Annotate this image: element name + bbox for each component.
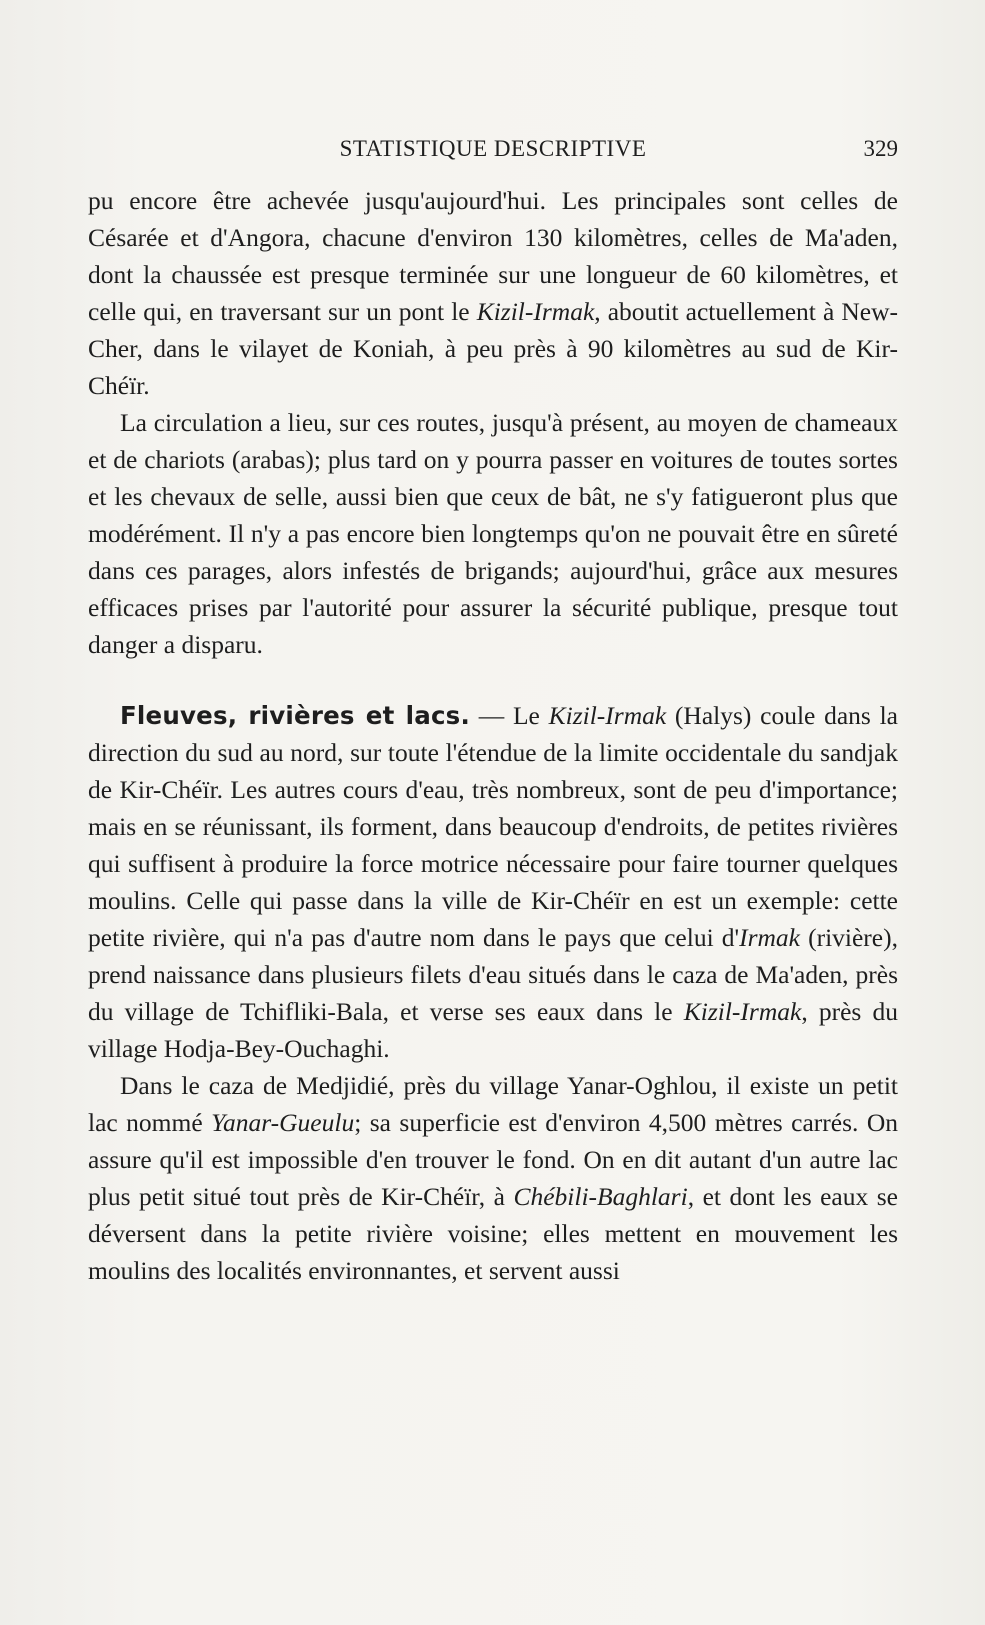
paragraph-text: , près du village Hodja-Bey-Ouchaghi. <box>88 997 898 1063</box>
paragraph-text: , et dont les eaux se déversent dans la petite rivière voisine; elles mettent en mouvement les moulins des localités environnantes, et servent aussi <box>88 1182 898 1285</box>
place-name: Yanar-Gueulu <box>211 1108 355 1137</box>
paragraph-text: Dans le caza de Medjidié, près du village Yanar-Oghlou, il existe un petit lac nommé <box>88 1071 898 1137</box>
paragraph-text: (Halys) coule dans la direction du sud au nord, sur toute l'étendue de la limite occidentale du sandjak de Kir-Chéïr. Les autres cours d'eau, très nombreux, sont de peu d'importance; mais en se réunissant, ils forment, dans beaucoup d'endroits, de petites rivières qui suffisent à produire la force motrice nécessaire pour faire tourner quelques moulins. Celle qui passe dans la ville de Kir-Chéïr en est un exemple: cette petite rivière, qui n'a pas d'autre nom dans le pays que celui d' <box>88 701 898 952</box>
place-name: Chébili-Baghlari <box>513 1182 688 1211</box>
page-number: 329 <box>863 136 898 161</box>
paragraph-lakes <box>88 1067 898 1289</box>
paragraph-text: ; sa superficie est d'environ 4,500 mètres carrés. On assure qu'il est impossible d'en trouver le fond. On en dit autant d'un autre lac plus petit situé tout près de Kir-Chéïr, à <box>88 1108 898 1211</box>
paragraph-circulation: La circulation a lieu, sur ces routes, jusqu'à présent, au moyen de chameaux et de chariots (arabas); plus tard on y pourra passer en voitures de toutes sortes et les chevaux de selle, aussi bien que ceux de bât, ne s'y fatigueront plus que modérément. Il n'y a pas encore bien longtemps qu'on ne pouvait être en sûreté dans ces parages, alors infestés de brigands; aujourd'hui, grâce aux mesures efficaces prises par l'autorité pour assurer la sécurité publique, presque tout danger a disparu. <box>88 408 898 659</box>
paragraph-roads <box>88 182 898 404</box>
place-name: Irmak <box>739 923 800 952</box>
running-header <box>88 136 898 168</box>
place-name: Kizil-Irmak <box>548 701 667 730</box>
place-name: Kizil-Irmak <box>476 297 595 326</box>
paragraph-text: pu encore être achevée jusqu'aujourd'hui. Les principales sont celles de Césarée et d'Angora, chacune d'environ 130 kilomètres, celles de Ma'aden, dont la chaussée est presque terminée sur une longueur de 60 kilomètres, et celle qui, en traversant sur un pont le <box>88 186 898 326</box>
section-heading: Fleuves, rivières et lacs. <box>120 701 470 730</box>
body-text <box>88 182 898 1289</box>
place-name: Kizil-Irmak <box>683 997 802 1026</box>
paragraph-text: — Le <box>469 701 549 730</box>
running-title: STATISTIQUE DESCRIPTIVE <box>339 136 647 161</box>
paragraph-text: , aboutit actuellement à New-Cher, dans le vilayet de Koniah, à peu près à 90 kilomètres au sud de Kir-Chéïr. <box>88 297 899 400</box>
paragraph-text: (rivière), prend naissance dans plusieurs filets d'eau situés dans le caza de Ma'aden, près du village de Tchifliki-Bala, et verse ses eaux dans le <box>88 923 898 1026</box>
paragraph-rivers <box>88 697 898 1067</box>
